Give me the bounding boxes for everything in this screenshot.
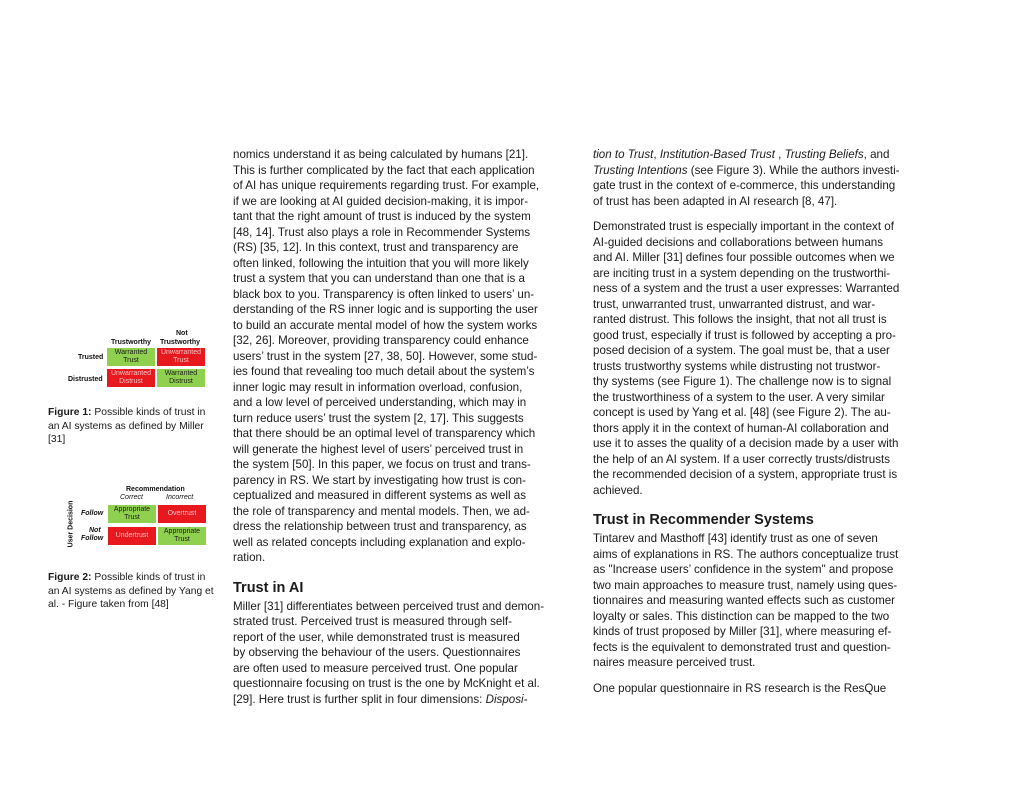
text-line: naires measure perceived trust.	[593, 656, 756, 669]
text-line: questionnaire focusing on trust is the one by McKnight et al.	[233, 677, 540, 690]
fig2-col-header-incorrect: Incorrect	[166, 494, 194, 501]
text-line: One popular questionnaire in RS research is the ResQue	[593, 681, 887, 695]
text-line: concept is used by Yang et al. [48] (see Figure 2). The au-	[593, 406, 891, 419]
fig2-cell-overtrust: Overtrust	[158, 505, 206, 523]
text-line: of AI has unique requirements regarding trust. For example,	[233, 179, 540, 192]
figure-1	[68, 328, 214, 390]
fig2-caption-text: Possible kinds of trust in an AI systems as defined by Yang et al. - Figure taken from [48]	[48, 572, 214, 611]
text-line: loyalty or sales. This distinction can be mapped to the two	[593, 609, 890, 623]
text-line: are inciting trust in a system depending on the trustworthi-	[593, 266, 891, 280]
text-line: that there should be an optimal level of transparency which	[233, 427, 536, 440]
fig1-cell-unwarranted-trust: Unwarranted Trust	[157, 348, 205, 366]
text-line: the recommended decision of a system, appropriate trust is	[593, 468, 898, 481]
text-line: to build an accurate mental model of how the system works	[233, 318, 538, 332]
text-line: achieved.	[593, 483, 643, 497]
text-line: strated trust. Perceived trust is measured through self-	[233, 615, 513, 628]
mid-paragraph-1	[233, 147, 555, 566]
text-line: often linked, following the intuition that you will more likely	[233, 256, 529, 270]
text-line: tant that the right amount of trust is induced by the system	[233, 210, 531, 223]
text-line: the help of an AI system. If a user correctly trusts/distrusts	[593, 452, 891, 466]
fig1-col-header-trustworthy-2: Trustworthy	[160, 339, 201, 346]
fig1-cell-unwarranted-distrust: Unwarranted Distrust	[107, 369, 155, 387]
mid-p2-last-line	[233, 692, 555, 708]
text-line: use it to asses the quality of a decision made by a user with	[593, 437, 899, 450]
sep-2: ,	[774, 148, 785, 161]
fig2-cell-appropriate-trust: Appropriate Trust	[108, 505, 156, 523]
italic-term-disposition: tion to Trust	[593, 148, 654, 161]
text-line: will generate the highest level of users’ perceived trust in	[233, 442, 524, 456]
fig1-row-header-trusted: Trusted	[78, 354, 104, 361]
text-line: Miller [31] differentiates between perceived trust and demon-	[233, 599, 545, 613]
text-line: ration.	[233, 551, 266, 564]
text-line: the role of transparency and mental models. Then, we ad-	[233, 504, 530, 518]
text-line: if we are looking at AI guided decision-making, it is impor-	[233, 194, 529, 208]
text-line: AI-guided decisions and collaborations between humans	[593, 235, 884, 249]
figure-2-caption	[48, 571, 218, 612]
text-line: parency in RS. We start by investigating how trust is con-	[233, 473, 526, 487]
fig2-side-label: User Decision	[67, 500, 75, 548]
fig2-row-header-follow: Follow	[81, 510, 104, 517]
text-line: [48, 14]. Trust also plays a role in Recommender Systems	[233, 225, 531, 239]
text-line: Tintarev and Masthoff [43] identify trust as one of seven	[593, 532, 878, 545]
text-line: nomics understand it as being calculated by humans [21].	[233, 148, 529, 161]
right-column	[593, 147, 918, 696]
fig1-col-header-trustworthy: Trustworthy	[111, 339, 152, 346]
mid-p2-last-text: [29]. Here trust is further split in four dimensions:	[233, 692, 483, 706]
text-line: turn reduce users’ trust the system [2, 17]. This suggests	[233, 411, 524, 425]
text-line: the system [50]. In this paper, we focus on trust and trans-	[233, 458, 531, 471]
section-heading-trust-in-rs: Trust in Recommender Systems	[593, 512, 814, 528]
text-line: ness of a system and the trust a user expresses: Warranted	[593, 282, 900, 295]
fig1-row-header-distrusted: Distrusted	[68, 376, 103, 383]
italic-term-beliefs: Trusting Beliefs	[784, 148, 864, 161]
text-line: well as related concepts including explanation and explo-	[233, 535, 526, 549]
fig2-col-header-correct: Correct	[120, 494, 143, 501]
italic-term-intentions: Trusting Intentions	[593, 163, 688, 177]
fig1-col-header-not: Not	[176, 330, 188, 337]
text-line: dress the relationship between trust and transparency, as	[233, 520, 527, 533]
text-line: and a low level of perceived understanding, which may in	[233, 396, 527, 409]
text-line: Demonstrated trust is especially important in the context of	[593, 220, 894, 233]
text-line: posed decision of a system. The goal must be, that a user	[593, 344, 890, 357]
text-line: thors apply it in the context of human-AI collaboration and	[593, 421, 889, 435]
text-line: of trust has been adapted in AI research [8, 47].	[593, 194, 838, 208]
fig2-cell-appropriate-trust-2: Appropriate Trust	[158, 527, 206, 545]
text-line: (RS) [35, 12]. In this context, trust and transparency are	[233, 241, 519, 254]
right-p1-line-2	[593, 163, 918, 179]
figure-2	[67, 486, 210, 548]
text-line: [32, 26]. Moreover, providing transparency could enhance	[233, 334, 529, 347]
text-line: the trustworthiness of a system to the user. A very similar	[593, 390, 885, 404]
fig2-top-header: Recommendation	[126, 486, 185, 493]
mid-p2-last-italic: Disposi-	[485, 692, 528, 706]
text-line: ies found that revealing too much detail about the system’s	[233, 365, 535, 378]
text-line: kinds of trust proposed by Miller [31], where measuring ef-	[593, 625, 892, 638]
text-line: good trust, especially if trust is followed by accepting a pro-	[593, 328, 896, 342]
text-line: report of the user, while demonstrated trust is measured	[233, 630, 520, 644]
text-line: inner logic may result in information overload, confusion,	[233, 380, 523, 394]
text-line: ranted distrust. This follows the insight, that not all trust is	[593, 313, 887, 326]
sep-1: ,	[653, 148, 660, 161]
text-line: as "Increase users’ confidence in the system" and propose	[593, 563, 894, 576]
text-line: fects is the equivalent to demonstrated trust and question-	[593, 640, 891, 654]
italic-term-institution: Institution-Based Trust	[659, 148, 775, 161]
text-line: and AI. Miller [31] defines four possible outcomes when we	[593, 251, 895, 264]
text-line: tionnaires and measuring wanted effects such as customer	[593, 594, 896, 607]
sep-3: , and	[863, 148, 890, 161]
figure-1-caption	[48, 406, 218, 447]
sep-4: (see Figure 3). While the authors investi-	[687, 163, 900, 177]
fig1-caption-label: Figure 1:	[48, 407, 92, 418]
text-line: trust, unwarranted trust, unwarranted distrust, and war-	[593, 297, 876, 311]
middle-column	[233, 147, 555, 707]
fig1-cell-warranted-distrust: Warranted Distrust	[157, 369, 205, 387]
fig2-cell-undertrust: Undertrust	[108, 527, 156, 545]
fig2-row-header-follow-2: Follow	[81, 535, 104, 542]
right-paragraph-3	[593, 531, 918, 671]
section-heading-trust-in-ai: Trust in AI	[233, 579, 304, 596]
text-line: trusts trustworthy systems while distrusting not trustwor-	[593, 359, 881, 373]
right-p1-line-1	[593, 147, 918, 163]
right-paragraph-1	[593, 147, 918, 209]
fig1-cell-warranted-trust: Warranted Trust	[107, 348, 155, 366]
text-line: users’ trust in the system [27, 38, 50]. However, some stud-	[233, 349, 538, 363]
text-line: derstanding of the RS inner logic and is supporting the user	[233, 303, 538, 316]
text-line: black box to you. Transparency is often linked to users’ un-	[233, 287, 535, 301]
mid-paragraph-2	[233, 599, 555, 708]
text-line: trust a system that you can understand than one that is a	[233, 272, 525, 285]
right-paragraph-4	[593, 681, 918, 697]
text-line: are often used to measure perceived trust. One popular	[233, 661, 518, 675]
text-line: gate trust in the context of e-commerce, this understanding	[593, 179, 896, 192]
fig2-row-header-not: Not	[89, 527, 101, 534]
text-line: by observing the behaviour of the users. Questionnaires	[233, 646, 521, 659]
text-line: ceptualized and measured in different systems as well as	[233, 489, 527, 502]
fig1-caption-text: Possible kinds of trust in an AI systems as defined by Miller [31]	[48, 407, 206, 446]
text-line: thy systems (see Figure 1). The challenge now is to signal	[593, 375, 892, 388]
text-line: This is further complicated by the fact that each application	[233, 163, 535, 177]
text-line: aims of explanations in RS. The authors conceptualize trust	[593, 547, 899, 561]
text-line: two main approaches to measure trust, namely using ques-	[593, 578, 898, 592]
right-paragraph-2	[593, 219, 918, 498]
fig2-caption-label: Figure 2:	[48, 572, 92, 583]
